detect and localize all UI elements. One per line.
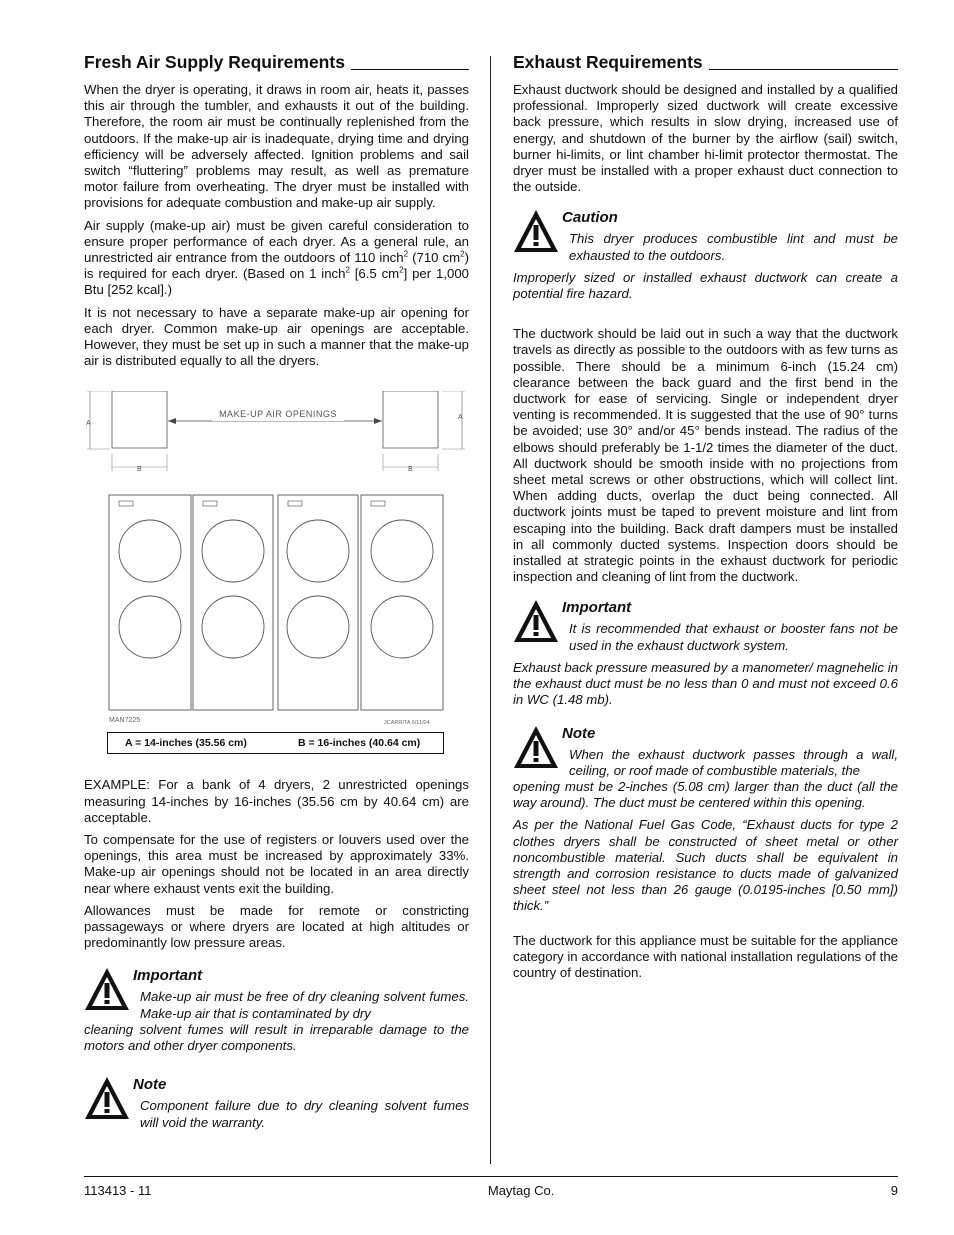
figure-code: MAN7225: [109, 717, 141, 725]
caution-text-1: This dryer produces combustible lint and must be exhausted to the outdoors.: [569, 231, 898, 263]
note-text-right-2: As per the National Fuel Gas Code, “Exhaust ducts for type 2 clothes dryers shall be constructed of sheet metal or other noncombustible material. Such ducts shall be equivalent in strength and corrosion resistance to ducts made of galvanized sheet steel not less than 26 gauge (0.0195-inches [0.50 mm]) thick.”: [513, 817, 898, 914]
legend-b: B = 16-inches (40.64 cm): [298, 737, 421, 750]
air-opening-left: [112, 391, 167, 448]
important-text-left: Make-up air must be free of dry cleaning solvent fumes. Make-up air that is contaminated by dry cleaning solvent fumes will result in irreparable damage to the motors and other dryer components.: [84, 989, 469, 1054]
warning-icon: [513, 209, 559, 253]
exhaust-paragraph-2: The ductwork should be laid out in such a way that the ductwork travels as directly as possible to the outdoors with as few turns as possible. There should be a minimum 6-inch (15.24 cm) clearance between the back guard and the first bend in the ductwork for ease of servicing. Single or independent dryer venting is recommended. It is suggested that the use of 90° turns be avoided; use 30° and/or 45° bends instead. The radius of the elbows should preferably be 1-1/2 times the diameter of the duct. All ductwork should be smooth inside with no projections from sheet metal screws or other obstructions, which will collect lint. When adding ducts, overlap the duct being connected. All ductwork joints must be taped to prevent moisture and lint from escaping into the building. Back draft dampers must be installed in all commonly ducted systems. Inspection doors should be installed at strategic points in the exhaust ductwork for periodic inspection and cleaning of lint from the ductwork.: [513, 326, 898, 585]
note-title-right: Note: [562, 724, 596, 742]
fresh-air-paragraph-5: To compensate for the use of registers or louvers used over the openings, this area must be increased by approximately 33%. Make-up air openings should not be located in an area directly near where exhaust vents exit the building.: [84, 832, 469, 896]
exhaust-heading: Exhaust Requirements: [513, 52, 898, 73]
exhaust-paragraph-3: The ductwork for this appliance must be suitable for the appliance category in accordance with national installation regulations of the country of destination.: [513, 932, 898, 980]
fresh-air-heading: Fresh Air Supply Requirements: [84, 52, 469, 73]
legend-a: A = 14-inches (35.56 cm): [125, 737, 247, 750]
note-callout-right: [513, 725, 898, 915]
fresh-air-paragraph-1: When the dryer is operating, it draws in room air, heats it, passes this air through the tumbler, and exhausts it out of the building. Therefore, the room air must be continually replenished from the outdoors. If the make-up air is inadequate, drying time and drying efficiency will be adversely affected. Ignition problems and sail switch “fluttering” problems may result, as well as premature motor failure from overheating. The dryer must be installed with provisions for adequate combustion and make-up air supply.: [84, 82, 469, 211]
column-divider: [490, 56, 491, 1164]
important-title-right: Important: [562, 599, 632, 617]
dim-b-right: B: [408, 466, 413, 474]
note-title-left: Note: [133, 1076, 167, 1094]
page-footer: [84, 1176, 898, 1198]
important-text-right-1: It is recommended that exhaust or booster fans not be used in the exhaust ductwork system.: [569, 621, 898, 653]
make-up-air-label: MAKE-UP AIR OPENINGS: [219, 409, 337, 420]
dryer-4: [361, 495, 443, 710]
warning-icon: [513, 725, 559, 769]
air-opening-right: [383, 391, 438, 448]
fresh-air-paragraph-6: Allowances must be made for remote or constricting passageways or where dryers are located at high altitudes or predominantly low pressure areas.: [84, 902, 469, 951]
dim-b-left: B: [137, 466, 142, 474]
dryer-2: [193, 495, 273, 710]
figure-drawn-by: JCARRITA 6/11/04: [384, 720, 430, 727]
note-callout-left: [84, 1076, 469, 1130]
caution-text-2: Improperly sized or installed exhaust ductwork can create a potential fire hazard.: [513, 269, 898, 302]
fresh-air-paragraph-3: It is not necessary to have a separate make-up air opening for each dryer. Common make-up air openings are acceptable. However, they must be set up in such a manner that the make-up air is distributed equally to all the dryers.: [84, 304, 469, 369]
company-name: Maytag Co.: [487, 1183, 555, 1198]
note-text-left: Component failure due to dry cleaning solvent fumes will void the warranty.: [140, 1098, 469, 1130]
dim-a-left: A: [86, 420, 91, 428]
important-callout-right: [513, 599, 898, 708]
fresh-air-paragraph-4: EXAMPLE: For a bank of 4 dryers, 2 unrestricted openings measuring 14-inches by 16-inches (35.56 cm by 40.64 cm) are acceptable.: [84, 777, 469, 825]
dimension-legend: [107, 732, 444, 754]
fresh-air-paragraph-2: Air supply (make-up air) must be given careful consideration to ensure proper performance of each dryer. As a general rule, an unrestricted air entrance from the outdoors of 110 inch$^2$ (710 $cm^2$) is required for each dryer. (Based on 1 inch$^2$ [6.5 $cm^2$] per 1,000 Btu [252 kcal].): [84, 217, 469, 298]
important-text-right-2: Exhaust back pressure measured by a manometer/ magnehelic in the exhaust duct must be no less than 0 and must not exceed 0.6 in WC (1.48 mb).: [513, 659, 898, 708]
dim-a-right: A: [458, 414, 463, 422]
dryer-3: [278, 495, 358, 710]
make-up-air-diagram: [84, 391, 469, 763]
left-column: [84, 52, 469, 1141]
warning-icon: [84, 967, 130, 1011]
caution-callout: [513, 209, 898, 302]
important-title-left: Important: [133, 967, 203, 985]
caution-title: Caution: [562, 209, 618, 227]
important-callout-left: [84, 967, 469, 1054]
document-number: 113413 - 11: [84, 1183, 152, 1198]
warning-icon: [84, 1076, 130, 1120]
right-column: [513, 52, 898, 987]
dryer-bank-illustration: [84, 391, 469, 731]
warning-icon: [513, 599, 559, 643]
exhaust-paragraph-1: Exhaust ductwork should be designed and installed by a qualified professional. Improperly sized ductwork will create excessive back pressure, which results in slow drying, increased use of energy, and shutdown of the burner by the airflow (sail) switch, burner hi-limits, or lint chamber hi-limit protector thermostat. The dryer must be installed with a proper exhaust duct connection to the outside.: [513, 82, 898, 195]
note-text-right-1: When the exhaust ductwork passes through a wall, ceiling, or roof made of combustible materials, the opening must be 2-inches (5.08 cm) larger than the duct (all the way around). The duct must be centered within this opening.: [513, 746, 898, 811]
dryer-1: [109, 495, 191, 710]
page-number: 9: [890, 1183, 898, 1198]
